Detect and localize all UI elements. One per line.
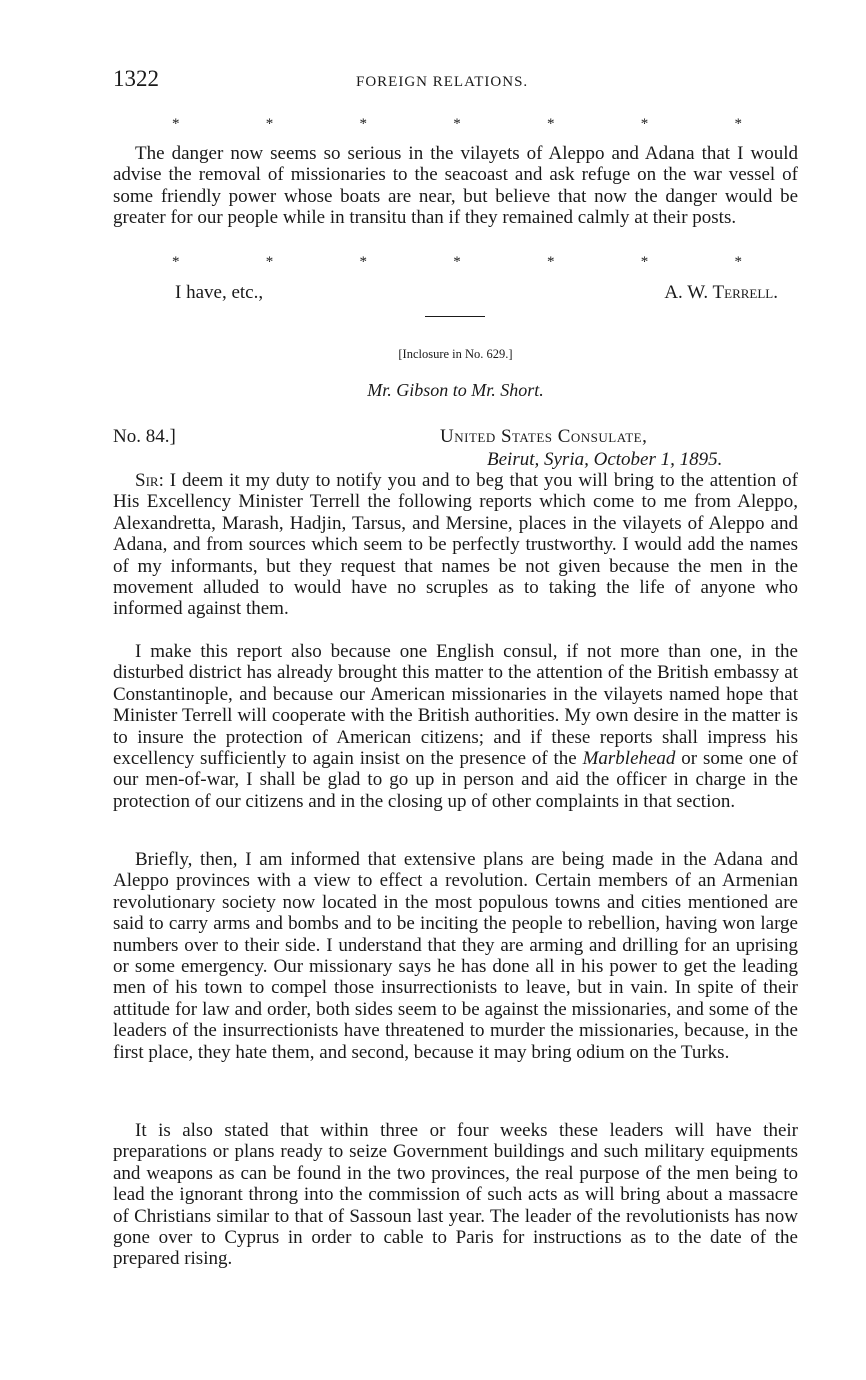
dateline-date: October 1, 1895. xyxy=(593,449,723,470)
star: * xyxy=(640,254,649,270)
section-divider xyxy=(425,316,485,317)
star: * xyxy=(640,116,649,132)
star: * xyxy=(265,116,274,132)
body-paragraph-4: It is also stated that within three or four weeks these leaders will have their preparations or plans ready to seize Government buildings and such military equipments and weapons as can be found in the two provinces, the real purpose of the men being to lead the ignorant throng into the commission of such acts as will bring about a massacre of Christians similar to that of Sassoun last year. The leader of the revolutionists has now gone over to Cyprus in order to cable to Paris for instructions as to the date of the prepared rising. xyxy=(113,1120,798,1270)
page-header xyxy=(113,66,793,96)
star: * xyxy=(547,254,555,270)
star: * xyxy=(734,116,742,132)
body-paragraph-2-text-a: I make this report also because one English consul, if not more than one, in the disturbed district has already brought this matter to the attention of the British embassy at Constantinople, and because our American missionaries in the vilayets named hope that Minister Terrell will cooperate with the British authorities. My own desire in the matter is to insure the protection of American citizens; and if these reports shall impress his excellency sufficiently to again insist on the presence of the xyxy=(113,641,798,770)
body-paragraph-2-text-b: or some one of our men-of-war, I shall be glad to go up in person and aid the officer in charge in the protection of our citizens and in the closing up of other complaints in that section. xyxy=(113,748,798,812)
body-paragraph-1-text: I deem it my duty to notify you and to beg that you will bring to the attention of His Excellency Minister Terrell the following reports which come to me from Aleppo, Alexandretta, Marash, Hadjin, Tarsus, and Mersine, places in the vilayets of Aleppo and Adana, and from sources which seem to be perfectly trustworthy. I would add the names of my informants, but they request that names be not given because the men in the movement alluded to would have no scruples as to taking the life of anyone who informed against them. xyxy=(113,470,798,620)
ellipsis-stars-bottom xyxy=(172,254,742,271)
star: * xyxy=(734,254,742,270)
ellipsis-stars-top xyxy=(172,116,742,133)
star: * xyxy=(359,116,367,132)
paragraph-danger: The danger now seems so serious in the vilayets of Aleppo and Adana that I would advise the removal of missionaries to the seacoast and ask refuge on the war vessel of some friendly power whose boats are near, but believe that now the danger would be greater for our people while in transitu than if they remained calmly at their posts. xyxy=(113,143,798,229)
correspondence-heading: Mr. Gibson to Mr. Short. xyxy=(367,380,544,400)
star: * xyxy=(172,254,180,270)
star: * xyxy=(265,254,274,270)
dateline-place: Beirut, Syria, xyxy=(487,449,589,470)
complimentary-close: I have, etc., xyxy=(175,282,264,303)
dateline xyxy=(487,449,722,471)
star: * xyxy=(172,116,180,132)
running-head: FOREIGN RELATIONS. xyxy=(356,74,529,90)
body-paragraph-1 xyxy=(113,470,798,620)
closing-line xyxy=(113,282,778,306)
consulate-name: United States Consulate, xyxy=(440,426,648,447)
signature: A. W. Terrell. xyxy=(664,282,778,303)
body-paragraph-2 xyxy=(113,641,798,812)
salutation: Sir: xyxy=(135,470,164,491)
star: * xyxy=(453,254,461,270)
star: * xyxy=(359,254,367,270)
inclosure-note: [Inclosure in No. 629.] xyxy=(398,347,513,361)
page-number: 1322 xyxy=(113,66,159,91)
ship-name: Marblehead xyxy=(582,748,676,770)
star: * xyxy=(547,116,555,132)
letter-number: No. 84.] xyxy=(113,426,176,447)
body-paragraph-3: Briefly, then, I am informed that extensive plans are being made in the Adana and Aleppo provinces with a view to effect a revolution. Certain members of an Armenian revolutionary society now located in the most populous towns and cities mentioned are said to carry arms and bombs and to be inciting the people to rebellion, having won large numbers over to their side. I understand that they are arming and drilling for an uprising or some emergency. Our missionary says he has done all in his power to get the leading men of his town to compel those insurrectionists to leave, but in vain. In spite of their attitude for law and order, both sides seem to be against the missionaries, and some of the leaders of the insurrectionists have threatened to murder the missionaries, because, in the first place, they hate them, and second, because it may bring odium on the Turks. xyxy=(113,849,798,1063)
star: * xyxy=(453,116,461,132)
